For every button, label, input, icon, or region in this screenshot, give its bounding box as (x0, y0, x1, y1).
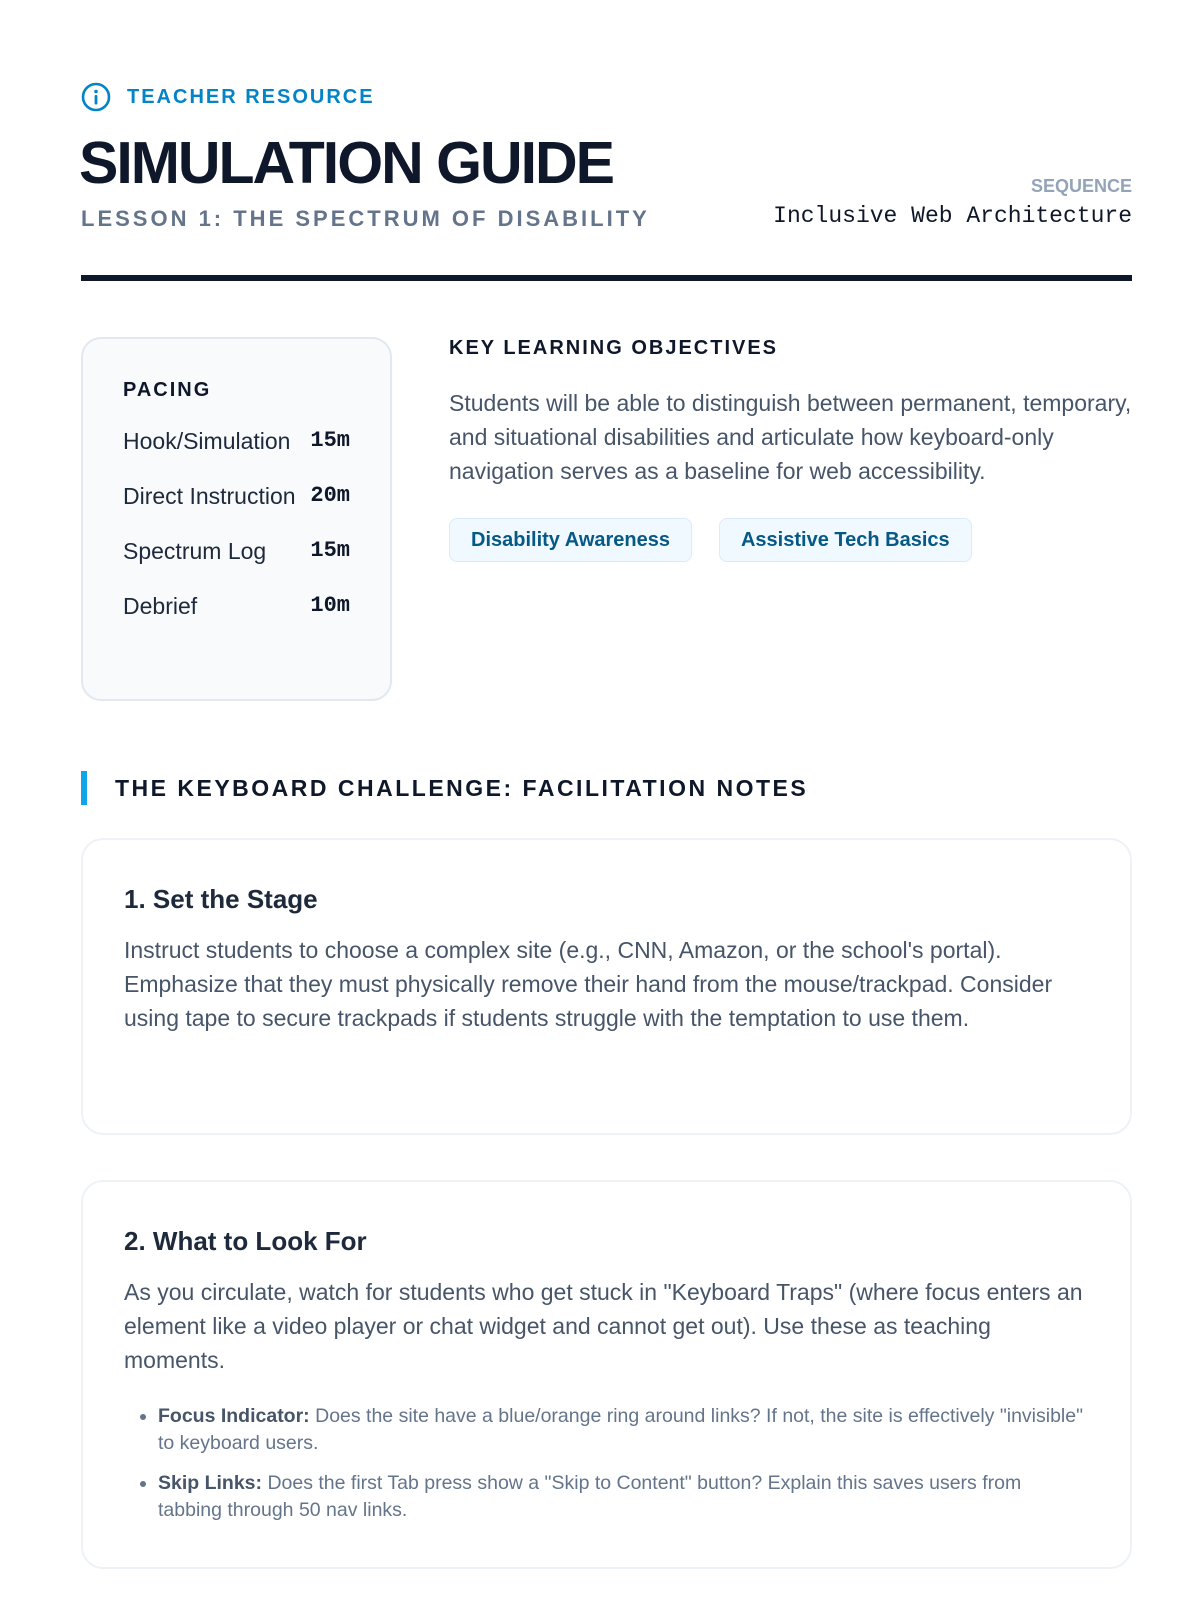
list-item (158, 1470, 1090, 1524)
eyebrow-label: TEACHER RESOURCE (127, 85, 375, 108)
section-accent-bar (81, 771, 87, 805)
list-item-text: Does the first Tab press show a "Skip to Content" button? Explain this saves users from tabbing through 50 nav links. (158, 1472, 1022, 1521)
lesson-subtitle: LESSON 1: THE SPECTRUM OF DISABILITY (81, 206, 650, 231)
pacing-minutes: 15m (310, 428, 350, 453)
pacing-activity: Debrief (123, 593, 198, 619)
section-heading-label: THE KEYBOARD CHALLENGE: FACILITATION NOTES (115, 774, 809, 801)
pacing-card (81, 337, 392, 701)
list-item-label: Skip Links: (158, 1472, 263, 1494)
list-item (158, 1403, 1090, 1457)
pacing-minutes: 20m (310, 483, 350, 508)
card-text: As you circulate, watch for students who get stuck in "Keyboard Traps" (where focus enters an element like a video player or chat widget and cannot get out). Use these as teaching moments. (124, 1279, 1083, 1373)
pacing-row (123, 534, 350, 568)
objectives-section (449, 337, 1132, 562)
note-card-set-the-stage (81, 838, 1132, 1135)
eyebrow (81, 82, 375, 112)
header-divider (81, 275, 1132, 281)
card-title: 1. Set the Stage (124, 884, 318, 914)
tag-assistive-tech-basics: Assistive Tech Basics (719, 518, 972, 562)
tag-disability-awareness: Disability Awareness (449, 518, 692, 562)
sequence-block (773, 176, 1132, 229)
section-heading (81, 771, 808, 805)
look-for-list (124, 1403, 1090, 1524)
pacing-row (123, 589, 350, 623)
list-item-label: Focus Indicator: (158, 1405, 310, 1427)
pacing-activity: Hook/Simulation (123, 428, 291, 454)
sequence-value: Inclusive Web Architecture (773, 203, 1132, 229)
objectives-heading: KEY LEARNING OBJECTIVES (449, 337, 779, 359)
card-text: Instruct students to choose a complex site (e.g., CNN, Amazon, or the school's portal). Emphasize that they must physically remove their hand from the mouse/trackpad. Consider using tape to secure trackpads if students struggle with the temptation to use them. (124, 937, 1053, 1031)
card-title: 2. What to Look For (124, 1226, 367, 1256)
pacing-minutes: 10m (310, 593, 350, 618)
pacing-row (123, 479, 350, 513)
tag-list (449, 518, 1132, 562)
pacing-heading: PACING (123, 379, 212, 401)
sequence-label: SEQUENCE (1030, 176, 1132, 196)
pacing-activity: Spectrum Log (123, 538, 267, 564)
pacing-row (123, 424, 350, 458)
note-card-what-to-look-for (81, 1180, 1132, 1569)
page-title: SIMULATION GUIDE (79, 130, 613, 196)
info-circle-icon (81, 82, 111, 112)
pacing-minutes: 15m (310, 538, 350, 563)
pacing-activity: Direct Instruction (123, 483, 296, 509)
list-item-text: Does the site have a blue/orange ring around links? If not, the site is effectively "invisible" to keyboard users. (158, 1405, 1084, 1454)
objectives-text: Students will be able to distinguish between permanent, temporary, and situational disabilities and articulate how keyboard-only navigation serves as a baseline for web accessibility. (449, 390, 1132, 484)
